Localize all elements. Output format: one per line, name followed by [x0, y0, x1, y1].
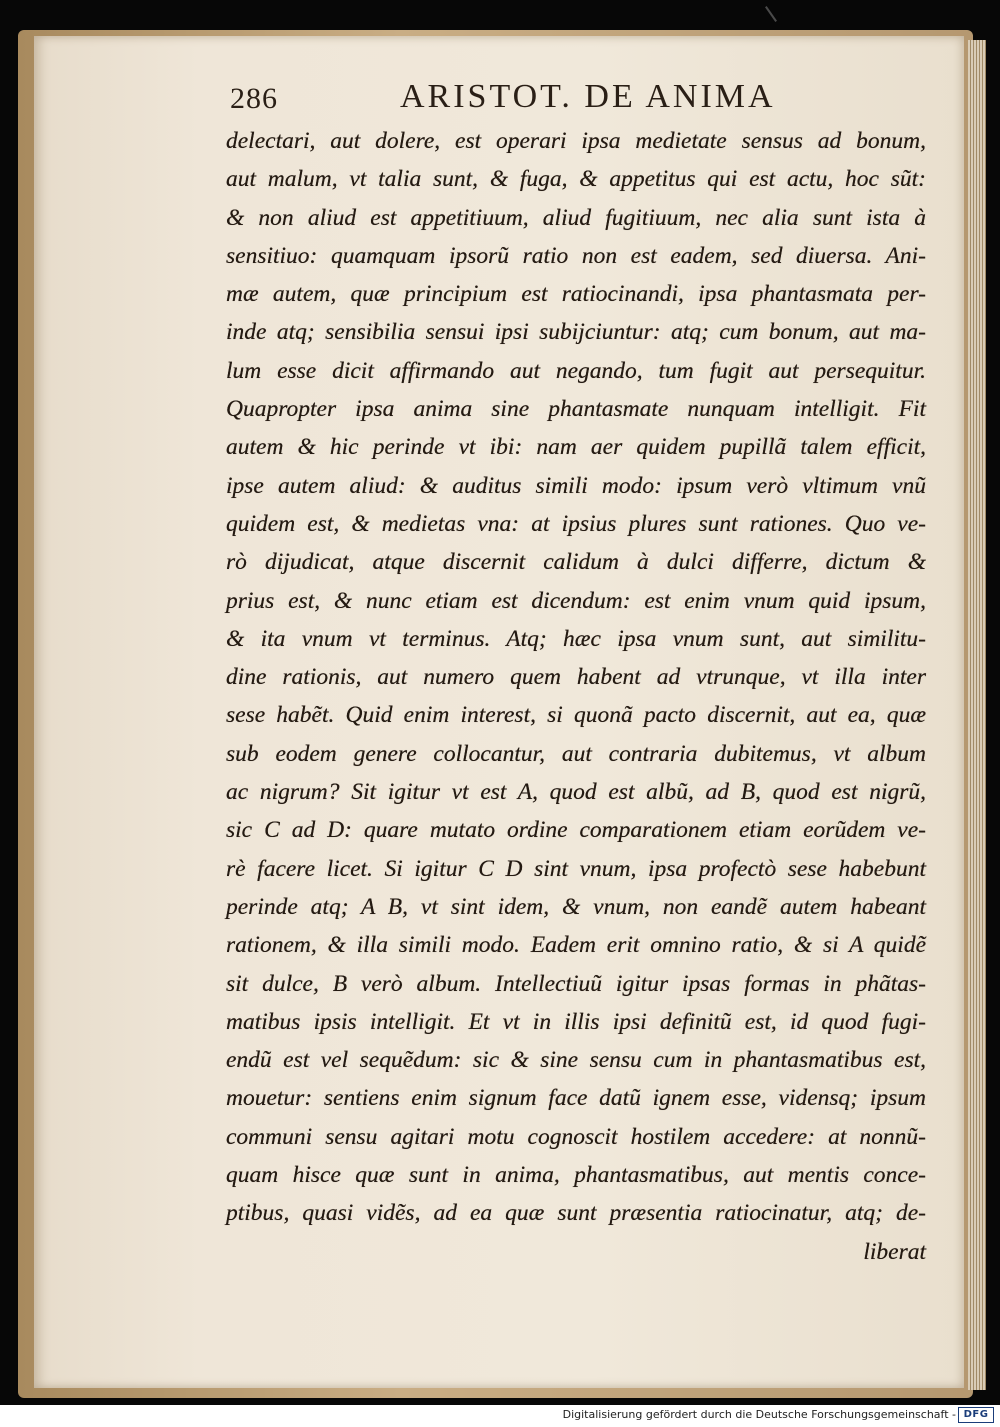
text-line: matibus ipsis intelligit. Et vt in illis ipsi definitũ est, id quod fugi- [226, 1008, 926, 1035]
text-line: & ita vnum vt terminus. Atq; hæc ipsa vnum sunt, aut similitu- [226, 625, 926, 652]
text-line: communi sensu agitari motu cognoscit hostilem accedere: at nonnũ- [226, 1123, 926, 1150]
text-line: mouetur: sentiens enim signum face datũ ignem esse, vidensq; ipsum [226, 1085, 926, 1112]
text-line: quam hisce quæ sunt in anima, phantasmatibus, aut mentis conce- [226, 1162, 926, 1189]
text-line: sub eodem genere collocantur, aut contraria dubitemus, vt album [226, 740, 926, 767]
digitization-notice: Digitalisierung gefördert durch die Deutsche Forschungsgemeinschaft - [562, 1408, 956, 1421]
text-line: endũ est vel sequẽdum: sic & sine sensu cum in phantasmatibus est, [226, 1047, 926, 1074]
text-line: sese habẽt. Quid enim interest, si quonã pacto discernit, aut ea, quæ [226, 702, 926, 729]
body-text [226, 122, 926, 1271]
text-line: prius est, & nunc etiam est dicendum: est enim vnum quid ipsum, [226, 587, 926, 614]
text-line: aut malum, vt talia sunt, & fuga, & appetitus qui est actu, hoc sũt: [226, 166, 926, 193]
text-line: rò dijudicat, atque discernit calidum à dulci differre, dictum & [226, 549, 926, 576]
text-line: & non aliud est appetitiuum, aliud fugitiuum, nec alia sunt ista à [226, 204, 926, 231]
text-line: sic C ad D: quare mutato ordine comparationem etiam eorũdem ve- [226, 817, 926, 844]
page-number: 286 [230, 82, 278, 115]
text-line: dine rationis, aut numero quem habent ad vtrunque, vt illa inter [226, 664, 926, 691]
text-line: Quapropter ipsa anima sine phantasmate nunquam intelligit. Fit [226, 396, 926, 423]
running-title: ARISTOT. DE ANIMA [400, 78, 776, 115]
text-line: lum esse dicit affirmando aut negando, tum fugit aut persequitur. [226, 357, 926, 384]
text-line: ptibus, quasi vidẽs, ad ea quæ sunt præsentia ratiocinatur, atq; de- [226, 1200, 926, 1227]
text-line: liberat [863, 1238, 926, 1265]
text-line: quidem est, & medietas vna: at ipsius plures sunt rationes. Quo ve- [226, 510, 926, 537]
text-line: ac nigrum? Sit igitur vt est A, quod est albũ, ad B, quod est nigrũ, [226, 779, 926, 806]
text-line: rè facere licet. Si igitur C D sint vnum, ipsa profectò sese habebunt [226, 855, 926, 882]
text-line: mæ autem, quæ principium est ratiocinandi, ipsa phantasmata per- [226, 281, 926, 308]
text-line: sit dulce, B verò album. Intellectiuũ igitur ipsas formas in phãtas- [226, 970, 926, 997]
page-header [230, 78, 930, 128]
text-line: ipse autem aliud: & auditus simili modo: ipsum verò vltimum vnũ [226, 472, 926, 499]
dfg-logo: DFG [958, 1407, 994, 1423]
text-line: autem & hic perinde vt ibi: nam aer quidem pupillã talem efficit, [226, 434, 926, 461]
page-edges [968, 40, 986, 1390]
text-line: perinde atq; A B, vt sint idem, & vnum, non eandẽ autem habeant [226, 893, 926, 920]
text-line: rationem, & illa simili modo. Eadem erit omnino ratio, & si A quidẽ [226, 932, 926, 959]
text-line: sensitiuo: quamquam ipsorũ ratio non est eadem, sed diuersa. Ani- [226, 242, 926, 269]
text-line: inde atq; sensibilia sensui ipsi subijciuntur: atq; cum bonum, aut ma- [226, 319, 926, 346]
text-line: delectari, aut dolere, est operari ipsa medietate sensus ad bonum, [226, 128, 926, 154]
